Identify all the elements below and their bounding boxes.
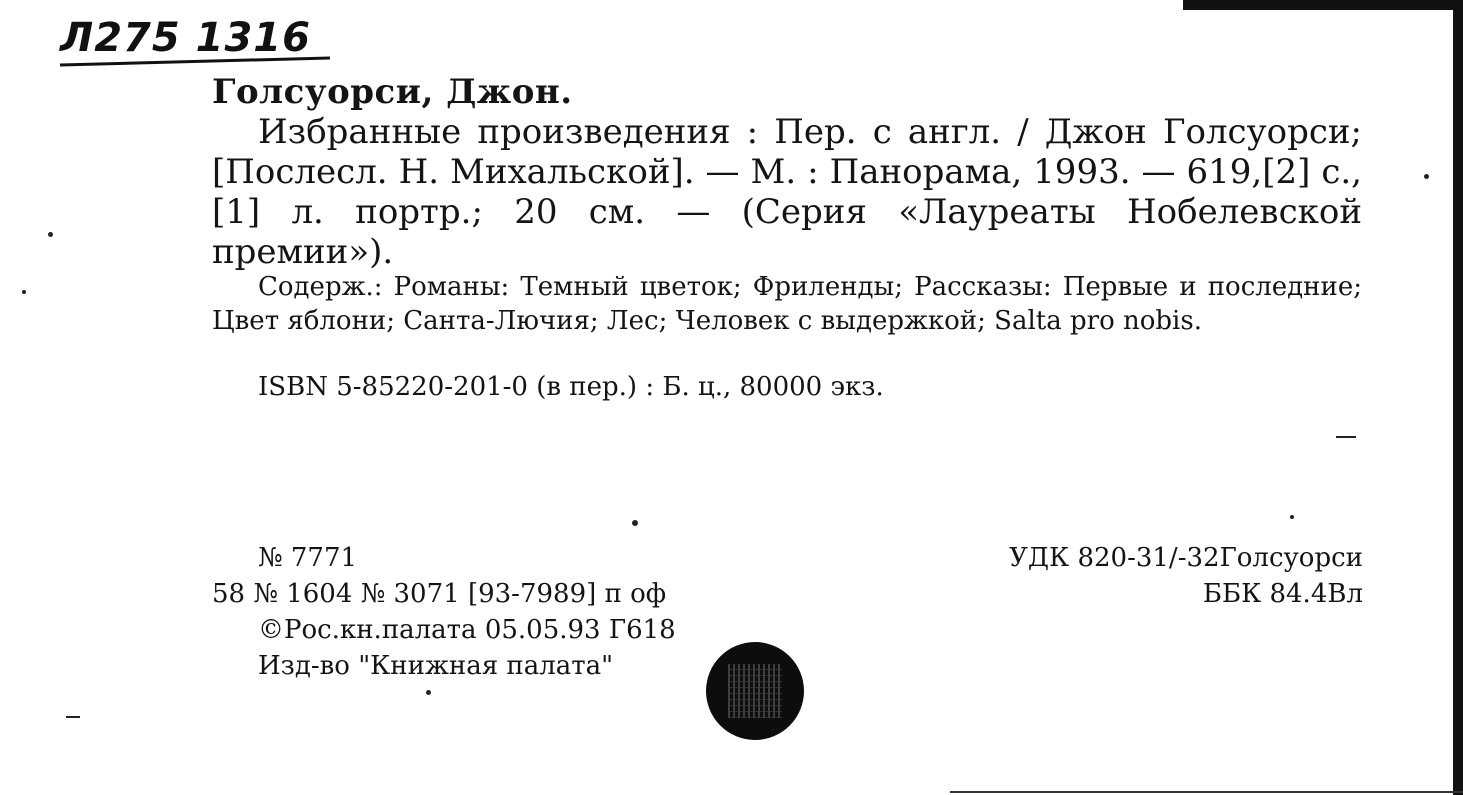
bottom-right-block [1009, 540, 1363, 612]
chamber-line: ©Рос.кн.палата 05.05.93 Г618 [258, 615, 676, 645]
bbk-code: ББК 84.4Вл [1202, 579, 1363, 609]
card-border-top [1183, 0, 1463, 10]
registry-line: 58 № 1604 № 3071 [93-7989] п оф [212, 579, 667, 609]
card-bottom-edge [950, 791, 1463, 793]
title-paragraph: Избранные произведения : Пер. с англ. / Джон Голсуорси; [Послесл. Н. Михальской]. — М. : Панорама, 1993. — 619,[2] с., [1] л. портр.; 20 см. — (Серия «Лауреаты Нобелевской премии»). [212, 112, 1362, 272]
scan-speck [22, 290, 26, 294]
record-number: № 7771 [258, 543, 358, 573]
isbn-line: ISBN 5-85220-201-0 (в пер.) : Б. ц., 80000 экз. [258, 372, 884, 402]
card-border-right [1453, 0, 1463, 795]
scan-speck [1424, 174, 1429, 179]
scan-scratch [66, 716, 80, 718]
stamp-grid [728, 664, 782, 718]
bottom-left-block [212, 540, 676, 684]
publisher-line: Изд-во "Книжная палата" [258, 651, 614, 681]
scan-speck [48, 232, 53, 237]
handwritten-number: Л275 1316 [60, 15, 311, 61]
scan-speck [632, 520, 638, 526]
author-heading: Голсуорси, Джон. [212, 72, 573, 112]
scan-scratch [1336, 436, 1356, 438]
scan-speck [1290, 515, 1294, 519]
udk-code: УДК 820-31/-32Голсуорси [1009, 543, 1363, 573]
round-stamp-icon [706, 642, 804, 740]
scan-speck [426, 690, 431, 695]
contents-paragraph: Содерж.: Романы: Темный цветок; Фриленды; Рассказы: Первые и последние; Цвет яблони; Санта-Лючия; Лес; Человек с выдержкой; Salta pro nobis. [212, 272, 1362, 336]
